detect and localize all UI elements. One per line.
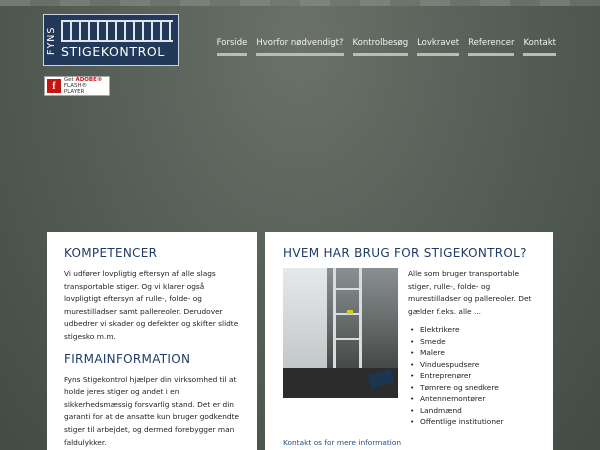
list-item: • Malere [416,347,537,359]
list-item: • Antennemontører [416,393,537,405]
ladder-icon [61,20,173,42]
list-item: • Landmænd [416,405,537,417]
site-logo[interactable] [43,14,179,66]
get-flash-player-badge[interactable] [44,76,110,96]
list-item: • Vinduespudsere [416,359,537,371]
logo-fyns-text: FYNS [46,26,57,56]
list-item: • Smede [416,336,537,348]
flash-icon: f [47,79,61,93]
nav-kontrolbesoeg[interactable]: Kontrolbesøg [353,38,409,56]
logo-name-text: STIGEKONTROL [61,44,165,59]
hvem-heading: HVEM HAR BRUG FOR STIGEKONTROL? [283,246,527,260]
kompetencer-heading: KOMPETENCER [64,246,158,260]
flash-get-text: Get [63,77,74,83]
firmainformation-heading: FIRMAINFORMATION [64,351,191,366]
list-item: • Elektrikere [416,324,537,336]
kompetencer-panel [47,232,257,450]
firmainformation-text: Fyns Stigekontrol hjælper din virksomhed til at holde jeres stiger og andet i en sikkerhedsmæssig forsvarlig stand. Det er din garanti for at de ansatte kun bruger godkendte stiger til arbejdet, og dermed forebygger man faldulykker. [64,374,240,447]
kompetencer-text: Vi udfører lovpligtig eftersyn af alle slags transportable stiger. Og vi klarer også lovpligtigt eftersyn af rulle-, folde- og murestilladser samt pallereoler. Derudover udbedrer vi skader og defekter og skifter slidte stigesko m.m. [64,269,239,341]
list-item: • Offentlige institutioner [416,416,537,428]
flash-product-text: FLASH® PLAYER [63,83,88,95]
list-item: • Tømrere og snedkere [416,382,537,394]
hvem-panel [265,232,553,450]
nav-kontakt[interactable]: Kontakt [523,38,556,56]
flash-brand-text: ADOBE® [75,77,103,83]
ladder-photo [283,268,398,398]
nav-hvorfor-noedvendigt[interactable]: Hvorfor nødvendigt? [256,38,343,56]
list-item: • Entreprenører [416,370,537,382]
nav-referencer[interactable]: Referencer [468,38,514,56]
target-group-list [408,324,537,428]
hvem-intro-text: Alle som bruger transportable stiger, rulle-, folde- og murestilladser og pallereoler. Det gælder f.eks. alle ... [408,269,532,316]
top-decorative-strip [0,0,600,6]
contact-link[interactable]: Kontakt os for mere information [283,437,402,447]
main-nav [217,38,556,56]
nav-lovkravet[interactable]: Lovkravet [417,38,459,56]
nav-forside[interactable]: Forside [217,38,248,56]
